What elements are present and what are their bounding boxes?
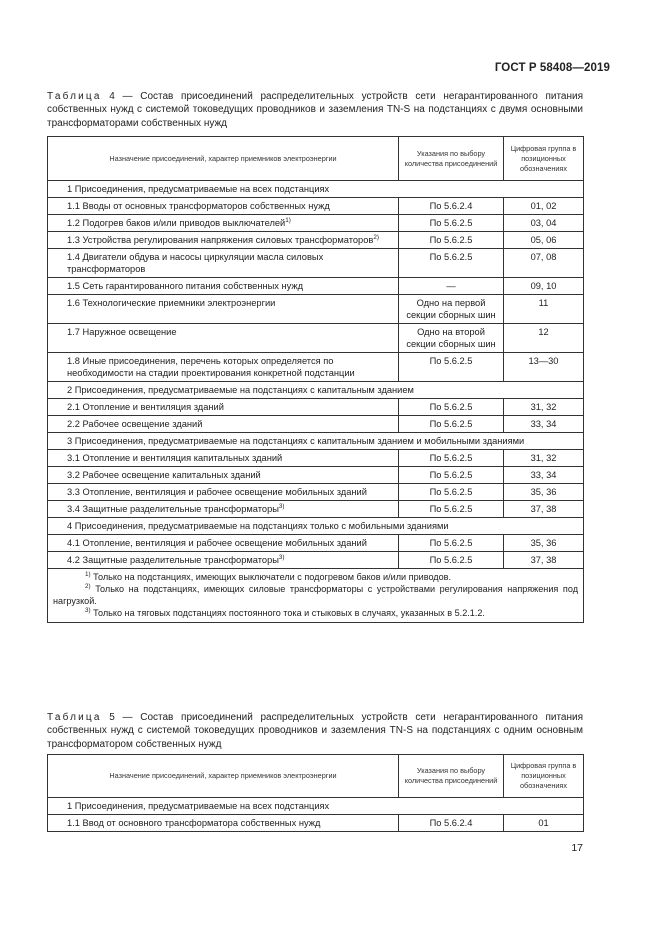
footnote-mark: 3) [85, 606, 91, 614]
table-row [48, 295, 584, 324]
footnote-text: Только на тяговых подстанциях постоянного тока и стыковых в случаях, указанных в 5.2.1.2. [93, 608, 485, 618]
table4-body [48, 181, 584, 569]
connection-purpose: 1.1 Ввод от основного трансформатора собственных нужд [67, 818, 321, 828]
footnote-ref: 3) [278, 553, 285, 561]
footnote-text: Только на подстанциях, имеющих выключатели с подогревом баков и/или приводов. [93, 572, 452, 582]
selection-guidance: По 5.6.2.4 [399, 198, 504, 215]
footnote-ref: 1) [285, 216, 291, 224]
digit-group: 13—30 [504, 353, 584, 382]
connection-purpose-cell [48, 399, 399, 416]
connection-purpose-cell [48, 198, 399, 215]
connection-purpose: 4.2 Защитные разделительные трансформаторы [67, 555, 279, 565]
table4-header-group: Цифровая группа в позиционных обозначениях [504, 137, 584, 181]
connection-purpose-cell [48, 552, 399, 569]
section-row [48, 798, 584, 815]
table-row [48, 215, 584, 232]
connection-purpose: 1.3 Устройства регулирования напряжения силовых трансформаторов [67, 235, 374, 245]
digit-group: 03, 04 [504, 215, 584, 232]
digit-group: 05, 06 [504, 232, 584, 249]
table5-caption-lead: Таблица [47, 712, 102, 723]
table4-header-row [48, 137, 584, 181]
table-row [48, 249, 584, 278]
connection-purpose-cell [48, 501, 399, 518]
connection-purpose-cell [48, 324, 399, 353]
table4-header-guidance: Указания по выбору количества присоединений [399, 137, 504, 181]
connection-purpose-cell [48, 278, 399, 295]
footnote-mark: 1) [85, 570, 91, 578]
footnote-text: Только на подстанциях, имеющих силовые трансформаторы с устройствами регулирования напряжения под нагрузкой. [53, 584, 578, 606]
footnote [53, 571, 578, 583]
table4 [47, 136, 584, 623]
table5-caption [47, 711, 583, 751]
table5-header-row [48, 755, 584, 798]
connection-purpose-cell [48, 815, 399, 832]
selection-guidance: По 5.6.2.5 [399, 353, 504, 382]
selection-guidance: По 5.6.2.5 [399, 232, 504, 249]
connection-purpose-cell [48, 215, 399, 232]
table5-body [48, 798, 584, 832]
table5-header-guidance: Указания по выбору количества присоединений [399, 755, 504, 798]
page-number: 17 [571, 842, 583, 854]
table-row [48, 232, 584, 249]
table-row [48, 501, 584, 518]
table-row [48, 353, 584, 382]
selection-guidance: По 5.6.2.5 [399, 484, 504, 501]
table4-caption [47, 90, 583, 130]
digit-group: 11 [504, 295, 584, 324]
table4-notes [48, 569, 584, 623]
table4-caption-lead: Таблица [47, 91, 102, 102]
connection-purpose-cell [48, 353, 399, 382]
digit-group: 35, 36 [504, 535, 584, 552]
digit-group: 33, 34 [504, 416, 584, 433]
footnote-ref: 2) [373, 233, 379, 241]
digit-group: 37, 38 [504, 501, 584, 518]
table5-header-group: Цифровая группа в позиционных обозначениях [504, 755, 584, 798]
selection-guidance: По 5.6.2.5 [399, 215, 504, 232]
selection-guidance: — [399, 278, 504, 295]
section-row [48, 181, 584, 198]
connection-purpose: 1.6 Технологические приемники электроэнергии [67, 298, 276, 308]
table-row [48, 535, 584, 552]
connection-purpose-cell [48, 416, 399, 433]
table-row [48, 198, 584, 215]
connection-purpose-cell [48, 535, 399, 552]
selection-guidance: По 5.6.2.5 [399, 249, 504, 278]
table-row [48, 399, 584, 416]
table5 [47, 754, 584, 832]
table-row [48, 324, 584, 353]
digit-group: 07, 08 [504, 249, 584, 278]
selection-guidance: Одно на второй секции сборных шин [399, 324, 504, 353]
document-standard-code: ГОСТ Р 58408—2019 [494, 62, 610, 74]
table5-header-purpose: Назначение присоединений, характер приемников электроэнергии [48, 755, 399, 798]
selection-guidance: По 5.6.2.5 [399, 467, 504, 484]
digit-group: 31, 32 [504, 399, 584, 416]
section-heading: 3 Присоединения, предусматриваемые на подстанциях с капитальным зданием и мобильными зданиями [48, 433, 584, 450]
table-row [48, 416, 584, 433]
selection-guidance: По 5.6.2.4 [399, 815, 504, 832]
table-row [48, 450, 584, 467]
digit-group: 09, 10 [504, 278, 584, 295]
digit-group: 01, 02 [504, 198, 584, 215]
digit-group: 12 [504, 324, 584, 353]
footnote-ref: 3) [278, 502, 285, 510]
section-heading: 1 Присоединения, предусматриваемые на всех подстанциях [48, 798, 584, 815]
footnote [53, 607, 578, 619]
selection-guidance: По 5.6.2.5 [399, 450, 504, 467]
section-row [48, 382, 584, 399]
selection-guidance: По 5.6.2.5 [399, 399, 504, 416]
connection-purpose: 1.5 Сеть гарантированного питания собственных нужд [67, 281, 304, 291]
table-row [48, 484, 584, 501]
table4-header-purpose: Назначение присоединений, характер приемников электроэнергии [48, 137, 399, 181]
digit-group: 01 [504, 815, 584, 832]
selection-guidance: По 5.6.2.5 [399, 552, 504, 569]
table4-caption-text: 4 — Состав присоединений распределительных устройств сети негарантированного питания собственных нужд с системой токоведущих проводников и заземления TN-S на подстанциях с двумя основными трансформаторами собственных нужд [47, 91, 583, 129]
digit-group: 33, 34 [504, 467, 584, 484]
selection-guidance: Одно на первой секции сборных шин [399, 295, 504, 324]
digit-group: 35, 36 [504, 484, 584, 501]
connection-purpose: 3.2 Рабочее освещение капитальных зданий [67, 470, 261, 480]
connection-purpose: 1.8 Иные присоединения, перечень которых определяется по необходимости на стадии проектирования конкретной подстанции [67, 356, 355, 378]
connection-purpose: 4.1 Отопление, вентиляция и рабочее освещение мобильных зданий [67, 538, 367, 548]
connection-purpose: 1.2 Подогрев баков и/или приводов выключателей [67, 218, 286, 228]
footnote-mark: 2) [85, 582, 91, 590]
table-row [48, 552, 584, 569]
selection-guidance: По 5.6.2.5 [399, 416, 504, 433]
table-row [48, 815, 584, 832]
section-heading: 1 Присоединения, предусматриваемые на всех подстанциях [48, 181, 584, 198]
section-row [48, 518, 584, 535]
connection-purpose: 1.7 Наружное освещение [67, 327, 177, 337]
section-heading: 2 Присоединения, предусматриваемые на подстанциях с капитальным зданием [48, 382, 584, 399]
connection-purpose-cell [48, 295, 399, 324]
digit-group: 31, 32 [504, 450, 584, 467]
connection-purpose-cell [48, 249, 399, 278]
selection-guidance: По 5.6.2.5 [399, 501, 504, 518]
table5-caption-text: 5 — Состав присоединений распределительных устройств сети негарантированного питания собственных нужд с системой токоведущих проводников и заземления TN-S на подстанциях с одним основным трансформатором собственных нужд [47, 712, 583, 750]
section-row [48, 433, 584, 450]
connection-purpose-cell [48, 232, 399, 249]
connection-purpose: 2.2 Рабочее освещение зданий [67, 419, 203, 429]
connection-purpose: 1.1 Вводы от основных трансформаторов собственных нужд [67, 201, 330, 211]
connection-purpose: 3.1 Отопление и вентиляция капитальных зданий [67, 453, 283, 463]
connection-purpose: 3.3 Отопление, вентиляция и рабочее освещение мобильных зданий [67, 487, 367, 497]
table-row [48, 278, 584, 295]
selection-guidance: По 5.6.2.5 [399, 535, 504, 552]
connection-purpose-cell [48, 467, 399, 484]
connection-purpose: 2.1 Отопление и вентиляция зданий [67, 402, 224, 412]
connection-purpose-cell [48, 484, 399, 501]
footnote [53, 583, 578, 607]
table4-notes-row [48, 569, 584, 623]
connection-purpose-cell [48, 450, 399, 467]
connection-purpose: 1.4 Двигатели обдува и насосы циркуляции масла силовых трансформаторов [67, 252, 324, 274]
section-heading: 4 Присоединения, предусматриваемые на подстанциях только с мобильными зданиями [48, 518, 584, 535]
digit-group: 37, 38 [504, 552, 584, 569]
table-row [48, 467, 584, 484]
connection-purpose: 3.4 Защитные разделительные трансформаторы [67, 504, 279, 514]
